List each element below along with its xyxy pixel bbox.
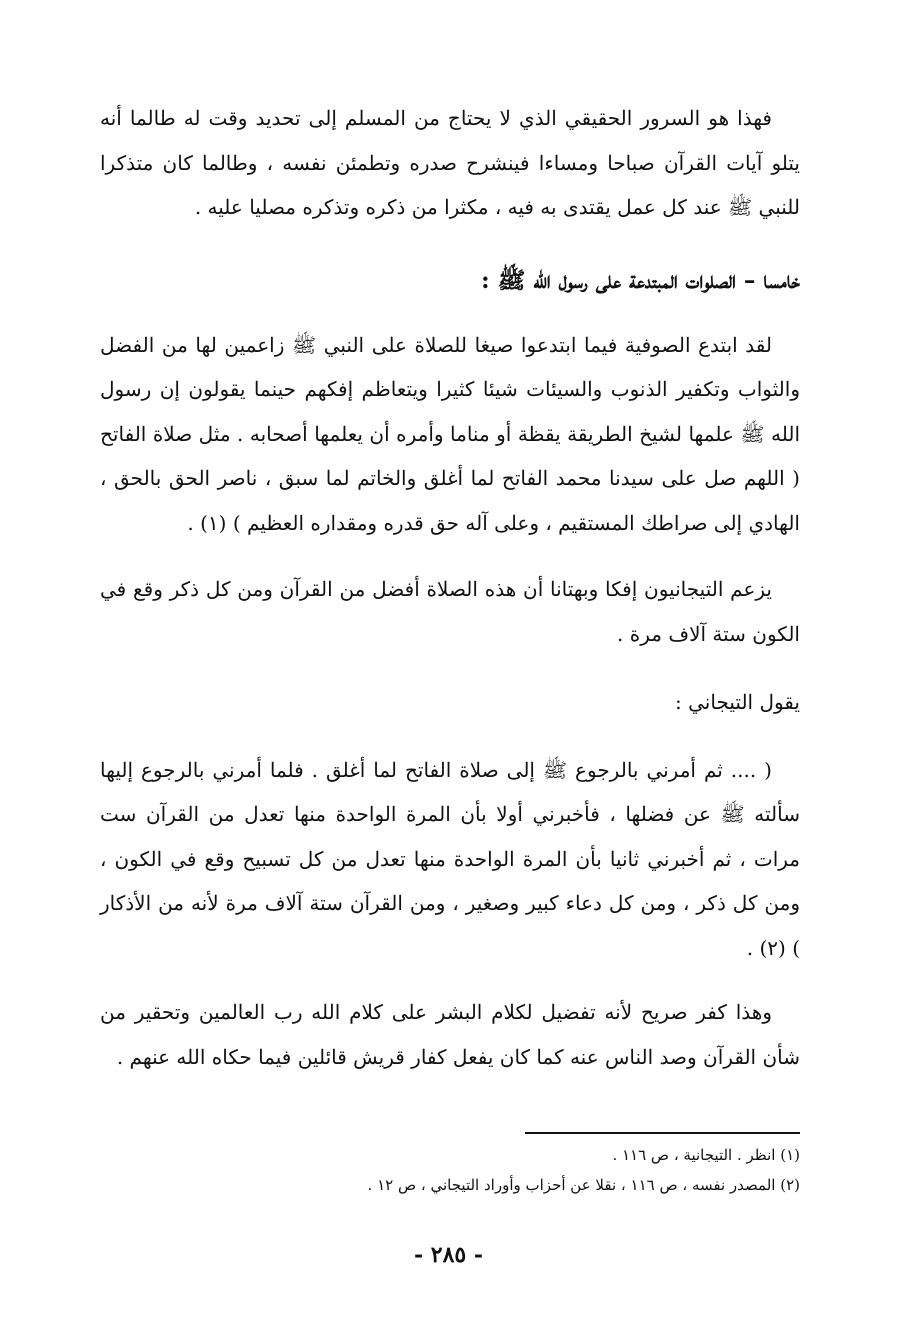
page-number: - ٢٨٥ - [413,1242,484,1268]
paragraph-6: وهذا كفر صريح لأنه تفضيل لكلام البشر على كلام الله رب العالمين وتحقير من شأن القرآن وصد الناس عنه كما كان يفعل كفار قريش قائلين فيما حكاه الله عنهم . [100,1000,800,1069]
footnote-divider [525,1132,800,1134]
footnote-1: (١) انظر . التيجانية ، ص ١١٦ . [612,1146,800,1164]
paragraph-4: يقول التيجاني : [675,690,800,714]
footnote-2: (٢) المصدر نفسه ، ص ١١٦ ، نقلا عن أحزاب وأوراد التيجاني ، ص ١٢ . [367,1176,800,1194]
paragraph-5: ( .... ثم أمرني بالرجوع ﷺ إلى صلاة الفاتح لما أغلق . فلما أمرني بالرجوع إليها سألته ﷺ عن فضلها ، فأخبرني أولا بأن المرة الواحدة منها تعدل من القرآن ست مرات ، ثم أخبرني ثانيا بأن المرة الواحدة منها تعدل من كل تسبيح وقع في الكون ، ومن كل ذكر ، ومن كل دعاء كبير وصغير ، ومن القرآن ستة آلاف مرة لأنه من الأذكار ) (٢) . [100,757,800,960]
section-heading: خامسا – الصلوات المبتدعة على رسول الله ﷺ : [481,266,800,294]
paragraph-3: يزعم التيجانيون إفكا وبهتانا أن هذه الصلاة أفضل من القرآن ومن كل ذكر وقع في الكون ستة آلاف مرة . [100,577,800,646]
footnotes [100,1132,800,1200]
paragraph-2: لقد ابتدع الصوفية فيما ابتدعوا صيغا للصلاة على النبي ﷺ زاعمين لها من الفضل والثواب وتكفير الذنوب والسيئات شيئا كثيرا ويتعاظم إفكهم حينما يقولون إن رسول الله ﷺ علمها لشيخ الطريقة يقظة أو مناما وأمره أن يعلمها أصحابه . مثل صلاة الفاتح ( اللهم صل على سيدنا محمد الفاتح لما أغلق والخاتم لما سبق ، ناصر الحق بالحق ، الهادي إلى صراطك المستقيم ، وعلى آله حق قدره ومقداره العظيم ) (١) . [100,332,800,535]
paragraph-1: فهذا هو السرور الحقيقي الذي لا يحتاج من المسلم إلى تحديد وقت له طالما أنه يتلو آيات القرآن صباحا ومساءا فينشرح صدره وتطمئن نفسه ، وطالما كان متذكرا للنبي ﷺ عند كل عمل يقتدى به فيه ، مكثرا من ذكره وتذكره مصليا عليه . [100,106,800,219]
page-body [100,96,800,1079]
